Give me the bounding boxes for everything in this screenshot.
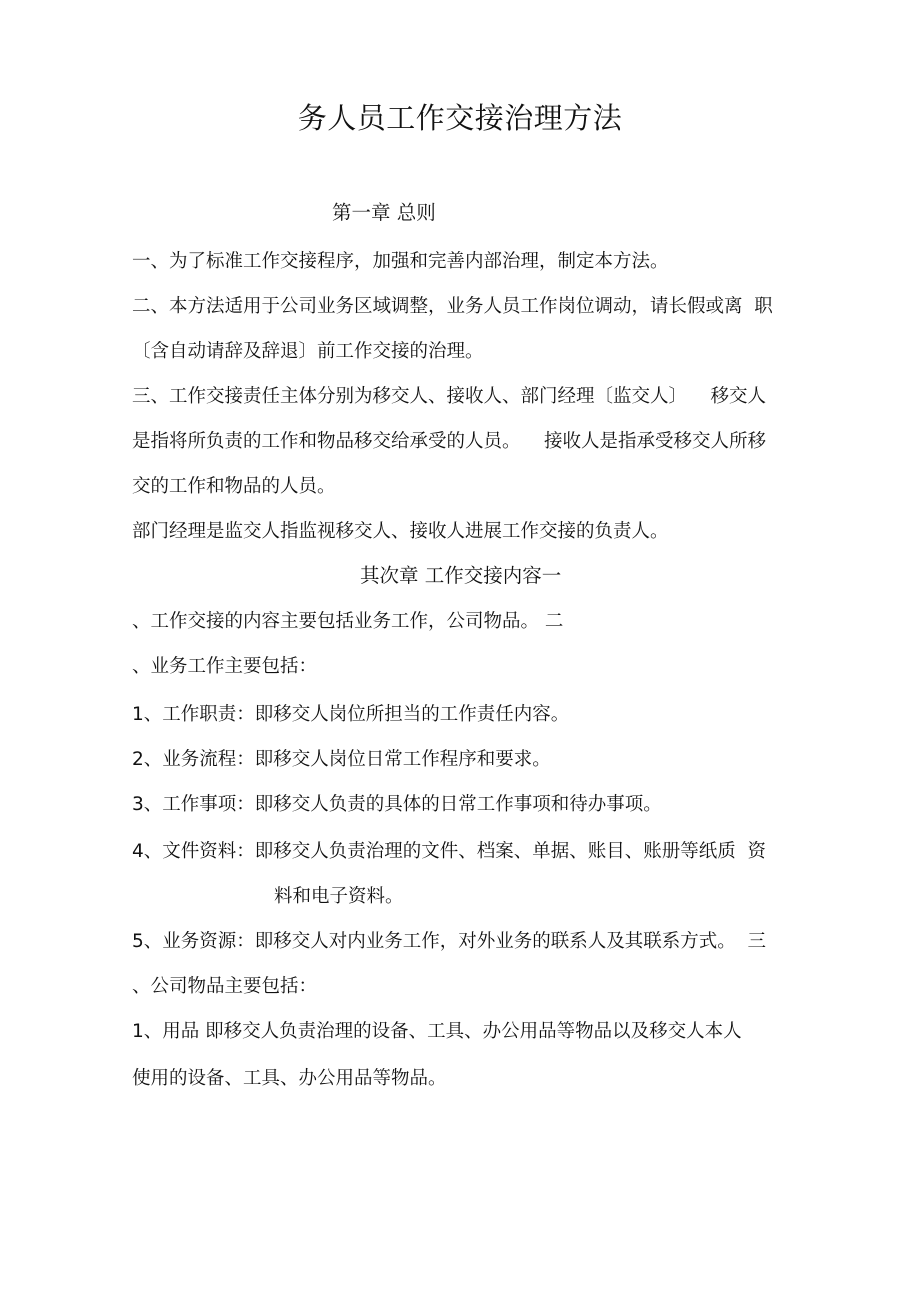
chapter-2-supplies-item-line-1: 1、用品 即移交人负责治理的设备、工具、办公用品等物品以及移交人本人 [132,1021,742,1042]
chapter-2-item-5: 5、业务资源：即移交人对内业务工作，对外业务的联系人及其联系方式。 三 [132,931,767,952]
chapter-1-paragraph-4: 部门经理是监交人指监视移交人、接收人进展工作交接的负责人。 [132,521,669,542]
chapter-1-paragraph-2-line-2: 〔含自动请辞及辞退〕前工作交接的治理。 [132,341,484,362]
chapter-1-heading: 第一章 总则 [332,201,436,224]
chapter-2-paragraph-2: 、业务工作主要包括： [132,656,318,677]
chapter-2-item-2: 2、业务流程：即移交人岗位日常工作程序和要求。 [132,749,551,770]
chapter-1-paragraph-1: 一、为了标准工作交接程序，加强和完善内部治理，制定本方法。 [132,251,669,272]
chapter-1-paragraph-2-line-1: 二、本方法适用于公司业务区域调整，业务人员工作岗位调动，请长假或离 职 [132,296,773,317]
chapter-2-paragraph-3: 、公司物品主要包括： [132,976,318,997]
chapter-2-item-4-line-2: 料和电子资料。 [274,886,404,907]
chapter-1-paragraph-3-line-2: 是指将所负责的工作和物品移交给承受的人员。 接收人是指承受移交人所移 [132,431,767,452]
chapter-2-heading: 其次章 工作交接内容一 [360,564,562,587]
chapter-2-supplies-item-line-2: 使用的设备、工具、办公用品等物品。 [132,1068,447,1089]
chapter-1-paragraph-3-line-1: 三、工作交接责任主体分别为移交人、接收人、部门经理〔监交人〕 移交人 [132,386,767,407]
chapter-2-item-3: 3、工作事项：即移交人负责的具体的日常工作事项和待办事项。 [132,794,662,815]
chapter-2-paragraph-1: 、工作交接的内容主要包括业务工作，公司物品。 二 [132,611,564,632]
chapter-2-item-4-line-1: 4、文件资料：即移交人负责治理的文件、档案、单据、账目、账册等纸质 资 [132,841,767,862]
chapter-1-paragraph-3-line-3: 交的工作和物品的人员。 [132,476,336,497]
chapter-2-item-1: 1、工作职责：即移交人岗位所担当的工作责任内容。 [132,704,570,725]
document-title: 务人员工作交接治理方法 [297,101,623,135]
